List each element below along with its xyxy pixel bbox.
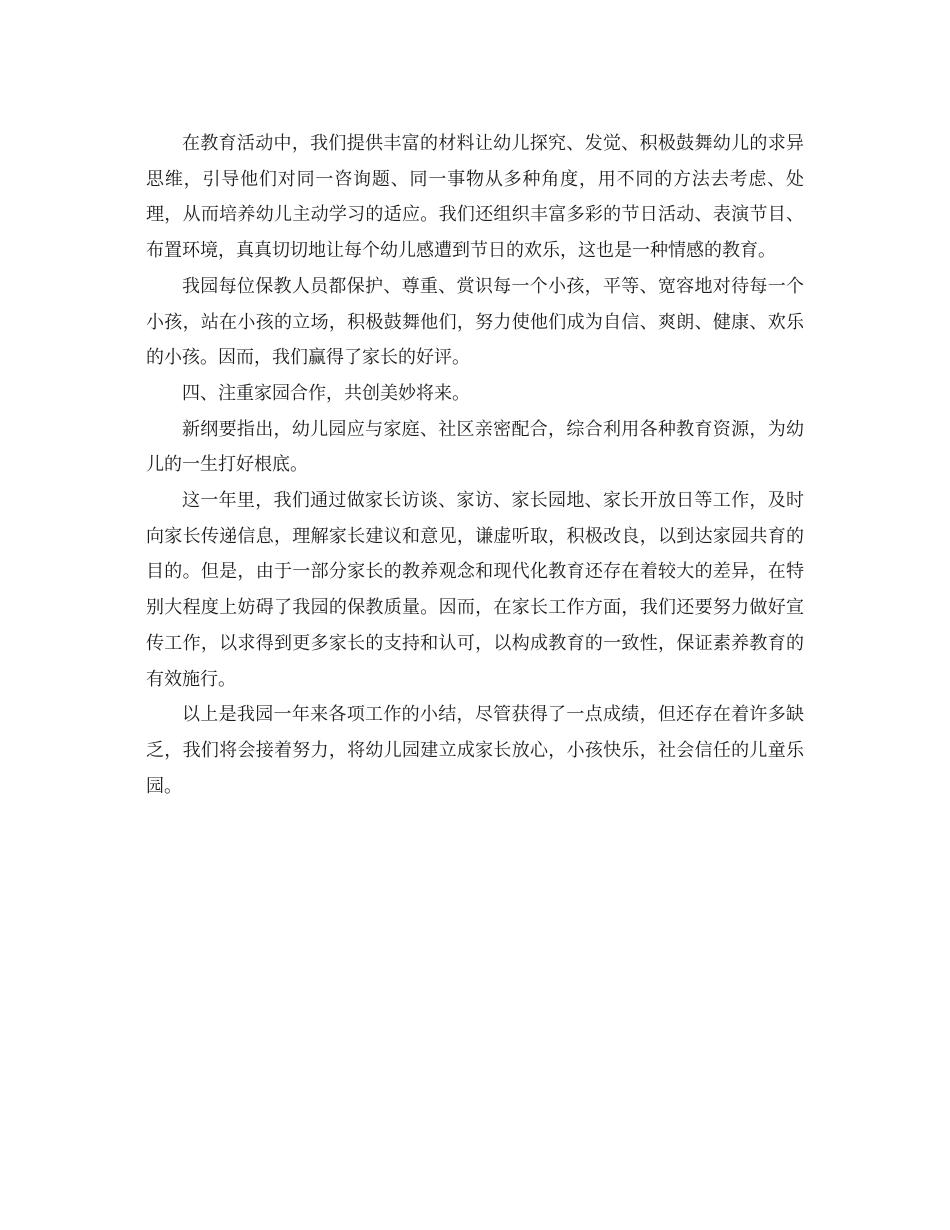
paragraph-education-activities: 在教育活动中，我们提供丰富的材料让幼儿探究、发觉、积极鼓舞幼儿的求异思维，引导他们对同一咨询题、同一事物从多种角度，用不同的方法去考虑、处理，从而培养幼儿主动学习的适应。我们还组织丰富多彩的节日活动、表演节目、布置环境，真真切切地让每个幼儿感遭到节日的欢乐，这也是一种情感的教育。: [146, 133, 804, 262]
paragraph-staff-care: 我园每位保教人员都保护、尊重、赏识每一个小孩，平等、宽容地对待每一个小孩，站在小孩的立场，积极鼓舞他们，努力使他们成为自信、爽朗、健康、欢乐的小孩。因而，我们赢得了家长的好评。: [146, 275, 804, 369]
document-body: [146, 126, 804, 804]
paragraph-parent-work: 这一年里，我们通过做家长访谈、家访、家长园地、家长开放日等工作，及时向家长传递信息，理解家长建议和意见，谦虚听取，积极改良，以到达家园共育的目的。但是，由于一部分家长的教养观念和现代化教育还存在着较大的差异，在特别大程度上妨碍了我园的保教质量。因而，在家长工作方面，我们还要努力做好宣传工作，以求得到更多家长的支持和认可，以构成教育的一致性，保证素养教育的有效施行。: [146, 490, 804, 690]
section-heading-home-school: 四、注重家园合作，共创美妙将来。: [182, 382, 470, 404]
paragraph-summary: 以上是我园一年来各项工作的小结，尽管获得了一点成绩，但还存在着许多缺乏，我们将会接着努力，将幼儿园建立成家长放心，小孩快乐，社会信任的儿童乐园。: [146, 704, 804, 797]
paragraph-new-guidelines: 新纲要指出，幼儿园应与家庭、社区亲密配合，综合利用各种教育资源，为幼儿的一生打好根底。: [146, 418, 804, 476]
